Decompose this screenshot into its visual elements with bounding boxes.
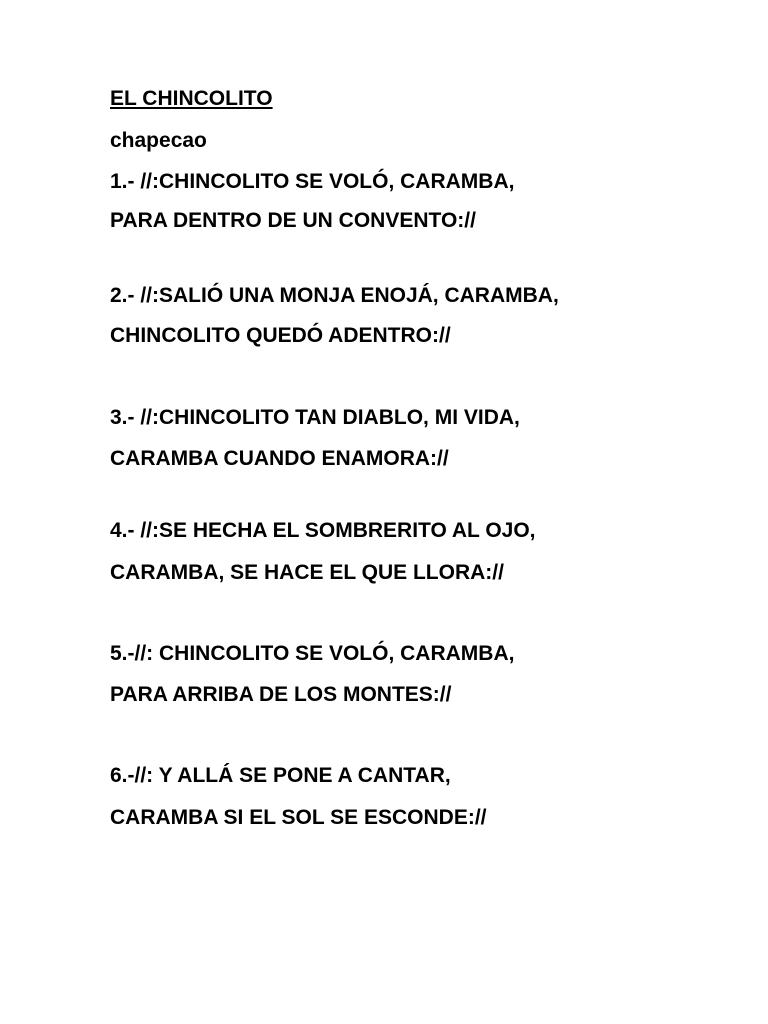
verse-5-line-1: 5.-//: CHINCOLITO SE VOLÓ, CARAMBA, xyxy=(110,642,515,665)
verse-3-line-1: 3.- //:CHINCOLITO TAN DIABLO, MI VIDA, xyxy=(110,406,520,429)
song-title: EL CHINCOLITO xyxy=(110,87,273,110)
verse-4-line-1: 4.- //:SE HECHA EL SOMBRERITO AL OJO, xyxy=(110,519,536,542)
verse-2-line-2: CHINCOLITO QUEDÓ ADENTRO:// xyxy=(110,324,451,347)
verse-6-line-2: CARAMBA SI EL SOL SE ESCONDE:// xyxy=(110,806,487,829)
verse-3-line-2: CARAMBA CUANDO ENAMORA:// xyxy=(110,447,449,470)
verse-5-line-2: PARA ARRIBA DE LOS MONTES:// xyxy=(110,683,452,706)
verse-1-line-1: 1.- //:CHINCOLITO SE VOLÓ, CARAMBA, xyxy=(110,170,515,193)
verse-6-line-1: 6.-//: Y ALLÁ SE PONE A CANTAR, xyxy=(110,764,451,787)
verse-2-line-1: 2.- //:SALIÓ UNA MONJA ENOJÁ, CARAMBA, xyxy=(110,284,559,307)
song-subtitle: chapecao xyxy=(110,129,207,152)
verse-4-line-2: CARAMBA, SE HACE EL QUE LLORA:// xyxy=(110,561,504,584)
verse-1-line-2: PARA DENTRO DE UN CONVENTO:// xyxy=(110,209,476,232)
